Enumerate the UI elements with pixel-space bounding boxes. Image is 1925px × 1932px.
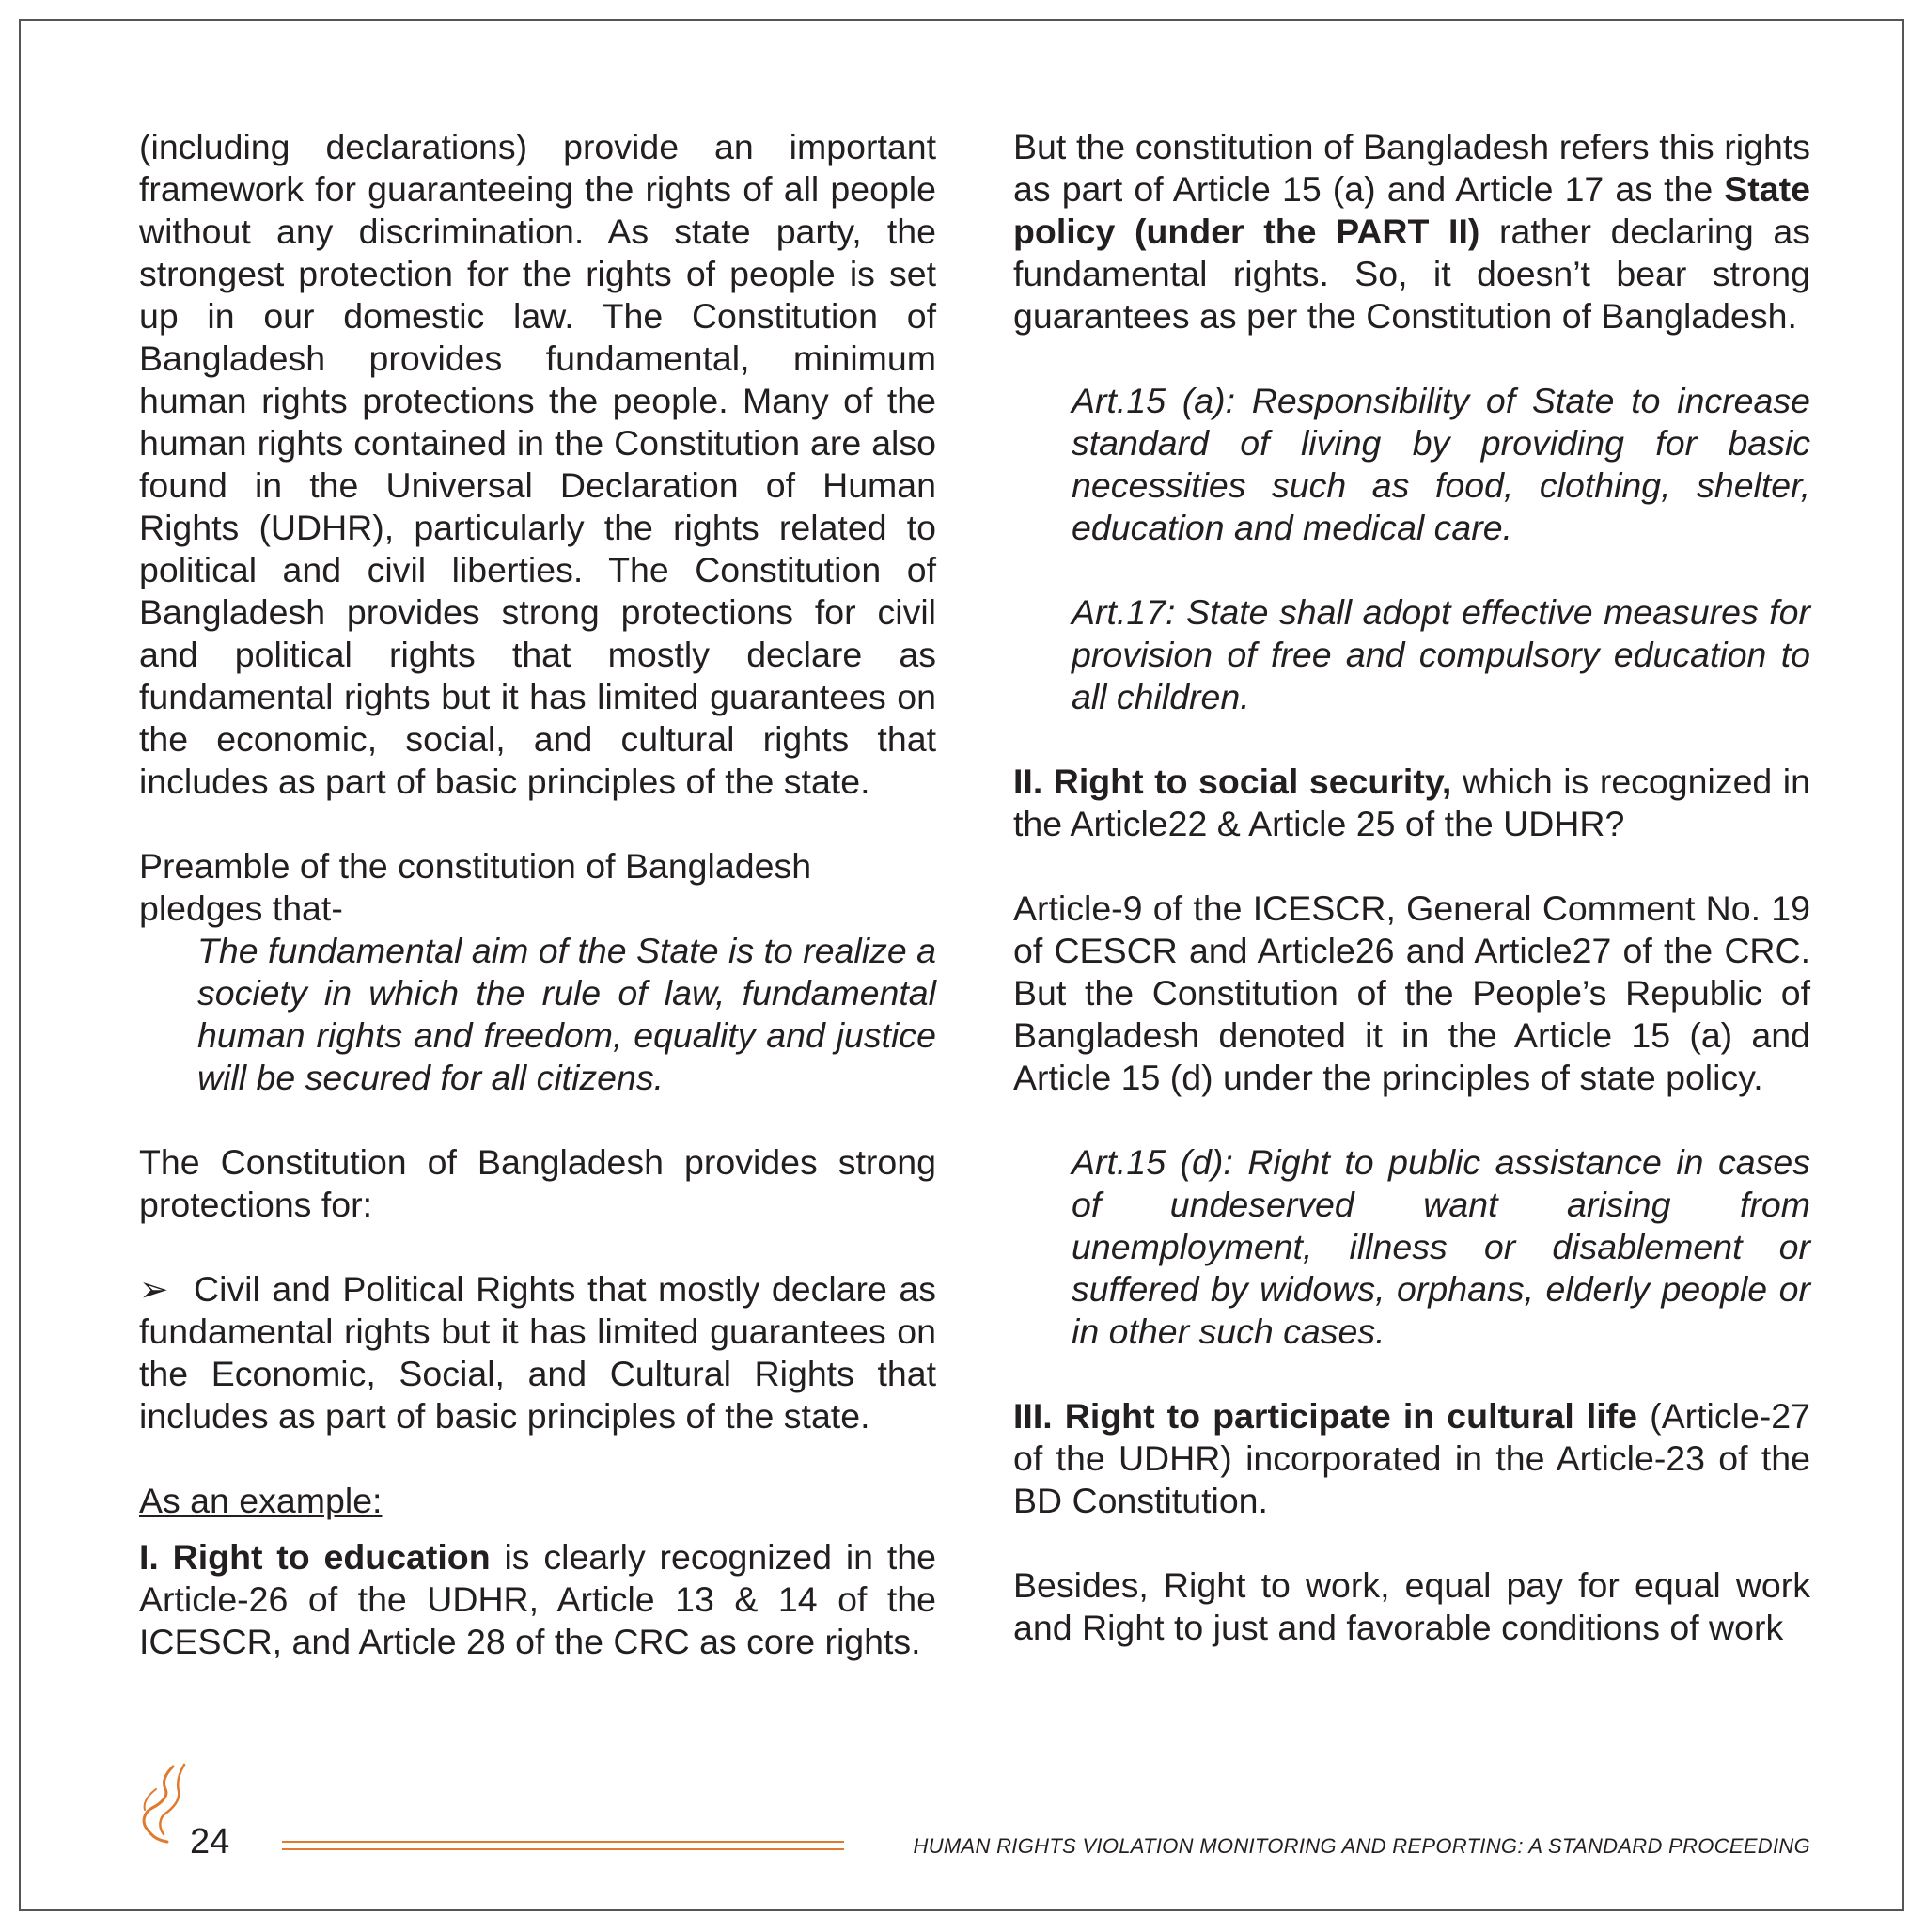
art17-quote: Art.17: State shall adopt effective measures for provision of free and compulsory education to all children. <box>1072 592 1810 716</box>
preamble-quote: The fundamental aim of the State is to realize a society in which the rule of law, fundamental human rights and freedom, equality and justice will be secured for all citizens. <box>197 931 936 1097</box>
left-paragraph-preamble: Preamble of the constitution of Bangladesh pledges that- <box>139 846 812 928</box>
right-paragraph-icescr: Article-9 of the ICESCR, General Comment No. 19 of CESCR and Article26 and Article27 of the CRC. But the Constitution of the People’s Republic of Bangladesh denoted it in the Article 15 (a) and Article 15 (d) under the principles of state policy. <box>1013 888 1810 1097</box>
dancer-logo-icon <box>128 1761 194 1844</box>
left-paragraph-education: I. Right to education is clearly recognized in the Article-26 of the UDHR, Article 13 & 14 of the ICESCR, and Article 28 of the CRC as core rights. <box>139 1537 936 1661</box>
running-footer-title: HUMAN RIGHTS VIOLATION MONITORING AND REPORTING: A STANDARD PROCEEDING <box>913 1834 1810 1858</box>
arrow-bullet-icon: ➢ <box>139 1269 169 1309</box>
right-paragraph-besides: Besides, Right to work, equal pay for equal work and Right to just and favorable conditions of work <box>1013 1565 1810 1647</box>
art15a-quote: Art.15 (a): Responsibility of State to increase standard of living by providing for basic necessities such as food, clothing, shelter, education and medical care. <box>1072 381 1810 547</box>
right-paragraph-social-security: II. Right to social security, which is recognized in the Article22 & Article 25 of the UDHR? <box>1013 762 1810 843</box>
right-paragraph-1: But the constitution of Bangladesh refers this rights as part of Article 15 (a) and Article 17 as the State policy (under the PART II) rather declaring as fundamental rights. So, it doesn’t bear strong guarantees as per the Constitution of Bangladesh. <box>1013 127 1810 336</box>
left-column <box>139 126 936 1663</box>
right-paragraph-cultural-life: III. Right to participate in cultural life (Article-27 of the UDHR) incorporated in the Article-23 of the BD Constitution. <box>1013 1396 1810 1520</box>
left-paragraph-protections: The Constitution of Bangladesh provides strong protections for: <box>139 1142 936 1224</box>
footer-rule-bottom <box>282 1848 844 1850</box>
right-column <box>1013 126 1810 1649</box>
page-number: 24 <box>190 1822 230 1861</box>
bullet-item <box>139 1268 936 1437</box>
footer-rule-top <box>282 1841 844 1843</box>
art15d-quote: Art.15 (d): Right to public assistance in cases of undeserved want arising from unemployment, illness or disablement or suffered by widows, orphans, elderly people or in other such cases. <box>1072 1142 1810 1351</box>
left-paragraph-1: (including declarations) provide an important framework for guaranteeing the rights of all people without any discrimination. As state party, the strongest protection for the rights of people is set up in our domestic law. The Constitution of Bangladesh provides fundamental, minimum human rights protections the people. Many of the human rights contained in the Constitution are also found in the Universal Declaration of Human Rights (UDHR), particularly the rights related to political and civil liberties. The Constitution of Bangladesh provides strong protections for civil and political rights that mostly declare as fundamental rights but it has limited guarantees on the economic, social, and cultural rights that includes as part of basic principles of the state. <box>139 127 936 801</box>
example-heading: As an example: <box>139 1481 383 1520</box>
bullet-text: Civil and Political Rights that mostly declare as fundamental rights but it has limited guarantees on the Economic, Social, and Cultural Rights that includes as part of basic principles of the state. <box>139 1269 936 1436</box>
